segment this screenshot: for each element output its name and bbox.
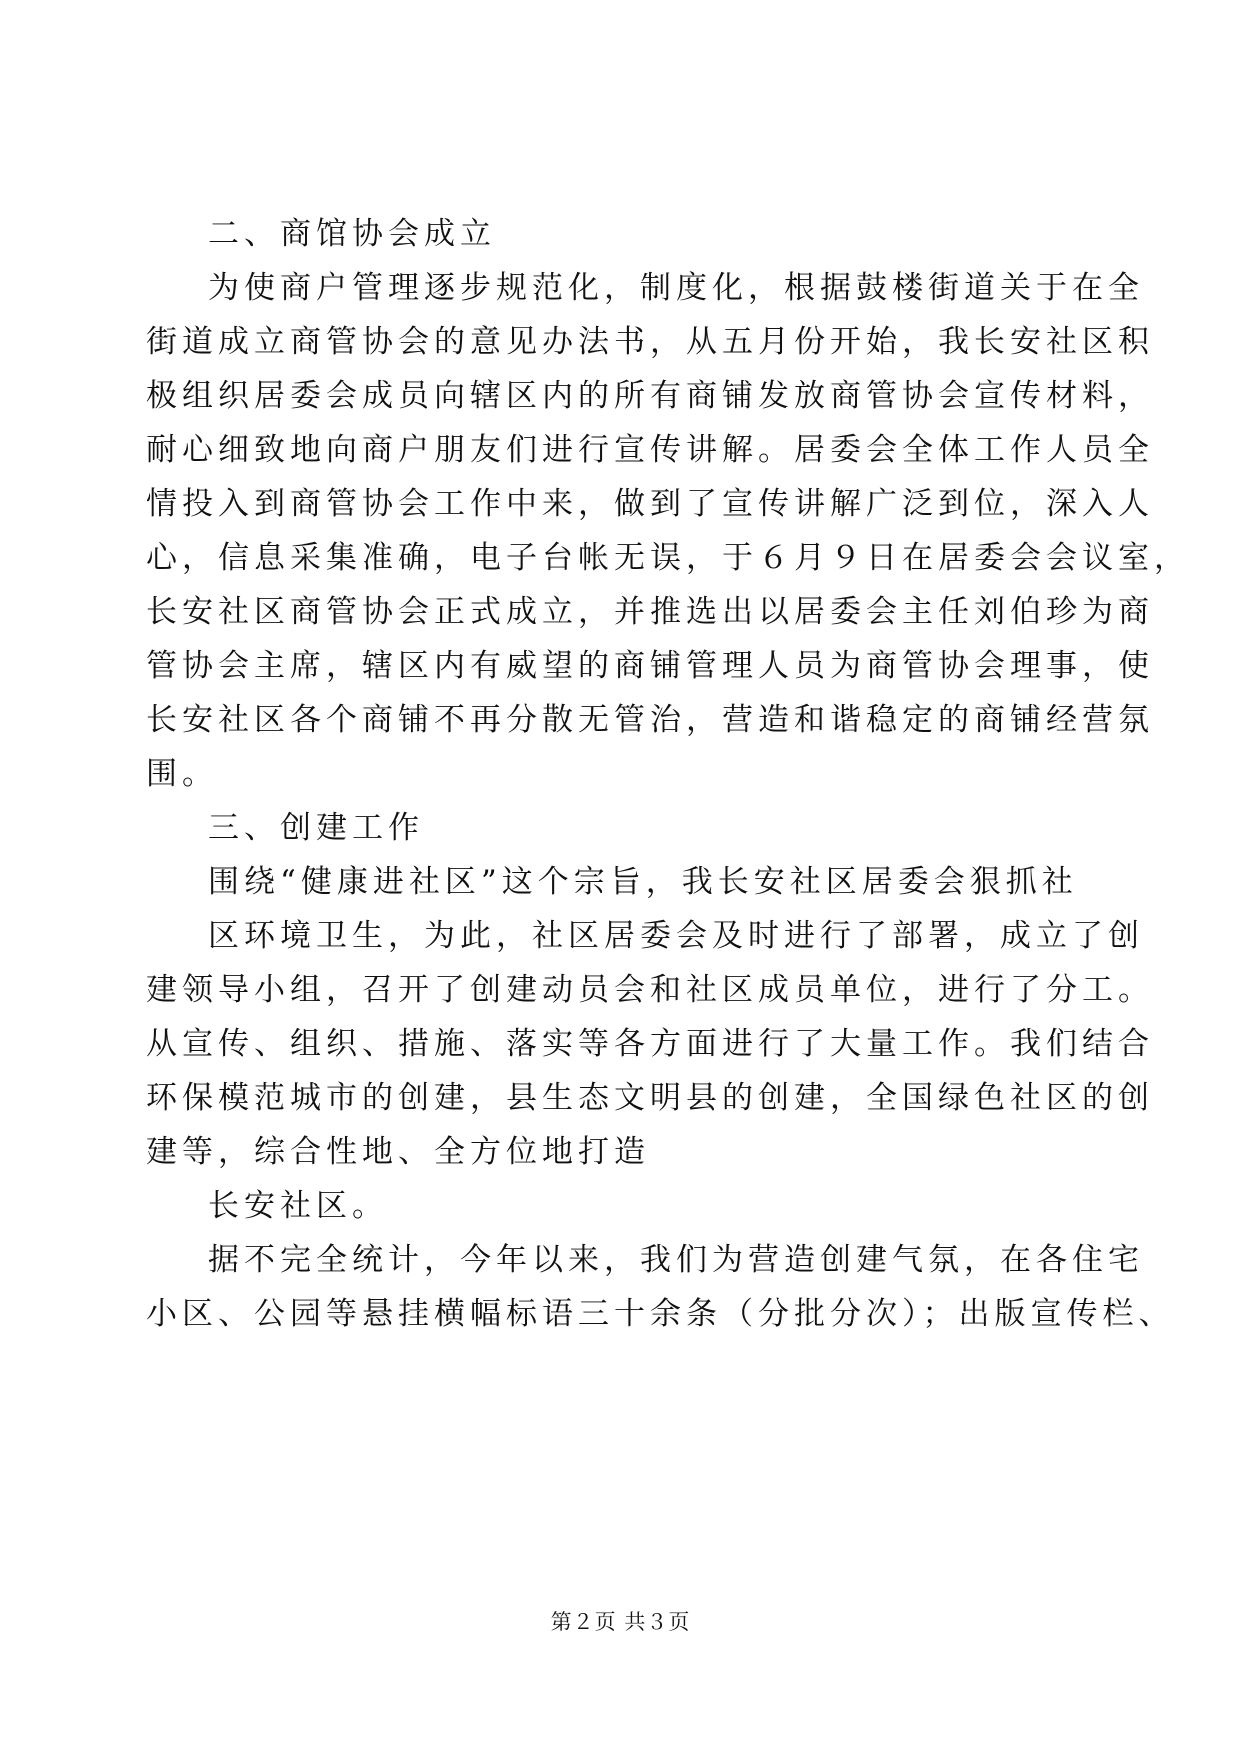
paragraph-line: 围绕“健康进社区”这个宗旨，我长安社区居委会狠抓社: [208, 864, 1078, 900]
paragraph-line: 小区、公园等悬挂横幅标语三十余条（分批分次）；出版宣传栏、: [146, 1296, 1175, 1332]
paragraph-line: 环保模范城市的创建，县生态文明县的创建，全国绿色社区的创: [146, 1080, 1154, 1116]
paragraph-line: 建领导小组，召开了创建动员会和社区成员单位，进行了分工。: [146, 972, 1154, 1008]
paragraph-line: 耐心细致地向商户朋友们进行宣传讲解。居委会全体工作人员全: [146, 432, 1154, 468]
paragraph-line: 极组织居委会成员向辖区内的所有商铺发放商管协会宣传材料，: [146, 378, 1154, 414]
paragraph-line: 长安社区各个商铺不再分散无管治，营造和谐稳定的商铺经营氛: [146, 702, 1154, 738]
paragraph-line: 街道成立商管协会的意见办法书，从五月份开始，我长安社区积: [146, 324, 1154, 360]
paragraph-line: 心，信息采集准确，电子台帐无误，于６月９日在居委会会议室，: [146, 540, 1190, 576]
paragraph-line: 区环境卫生，为此，社区居委会及时进行了部署，成立了创: [208, 918, 1144, 954]
page-footer: 第２页 共３页: [550, 1610, 691, 1634]
paragraph-line: 据不完全统计，今年以来，我们为营造创建气氛，在各住宅: [208, 1242, 1144, 1278]
paragraph-line: 长安社区商管协会正式成立，并推选出以居委会主任刘伯珍为商: [146, 594, 1154, 630]
paragraph-line: 建等，综合性地、全方位地打造: [146, 1134, 650, 1170]
paragraph-line: 长安社区。: [208, 1188, 388, 1224]
paragraph-line: 围。: [146, 756, 218, 792]
paragraph-line: 从宣传、组织、措施、落实等各方面进行了大量工作。我们结合: [146, 1026, 1154, 1062]
paragraph-line: 情投入到商管协会工作中来，做到了宣传讲解广泛到位，深入人: [146, 486, 1154, 522]
paragraph-line: 管协会主席，辖区内有威望的商铺管理人员为商管协会理事，使: [146, 648, 1154, 684]
section-heading-2: 二、商馆协会成立: [208, 216, 496, 252]
paragraph-line: 为使商户管理逐步规范化，制度化，根据鼓楼街道关于在全: [208, 270, 1144, 306]
section-heading-3: 三、创建工作: [208, 810, 424, 846]
